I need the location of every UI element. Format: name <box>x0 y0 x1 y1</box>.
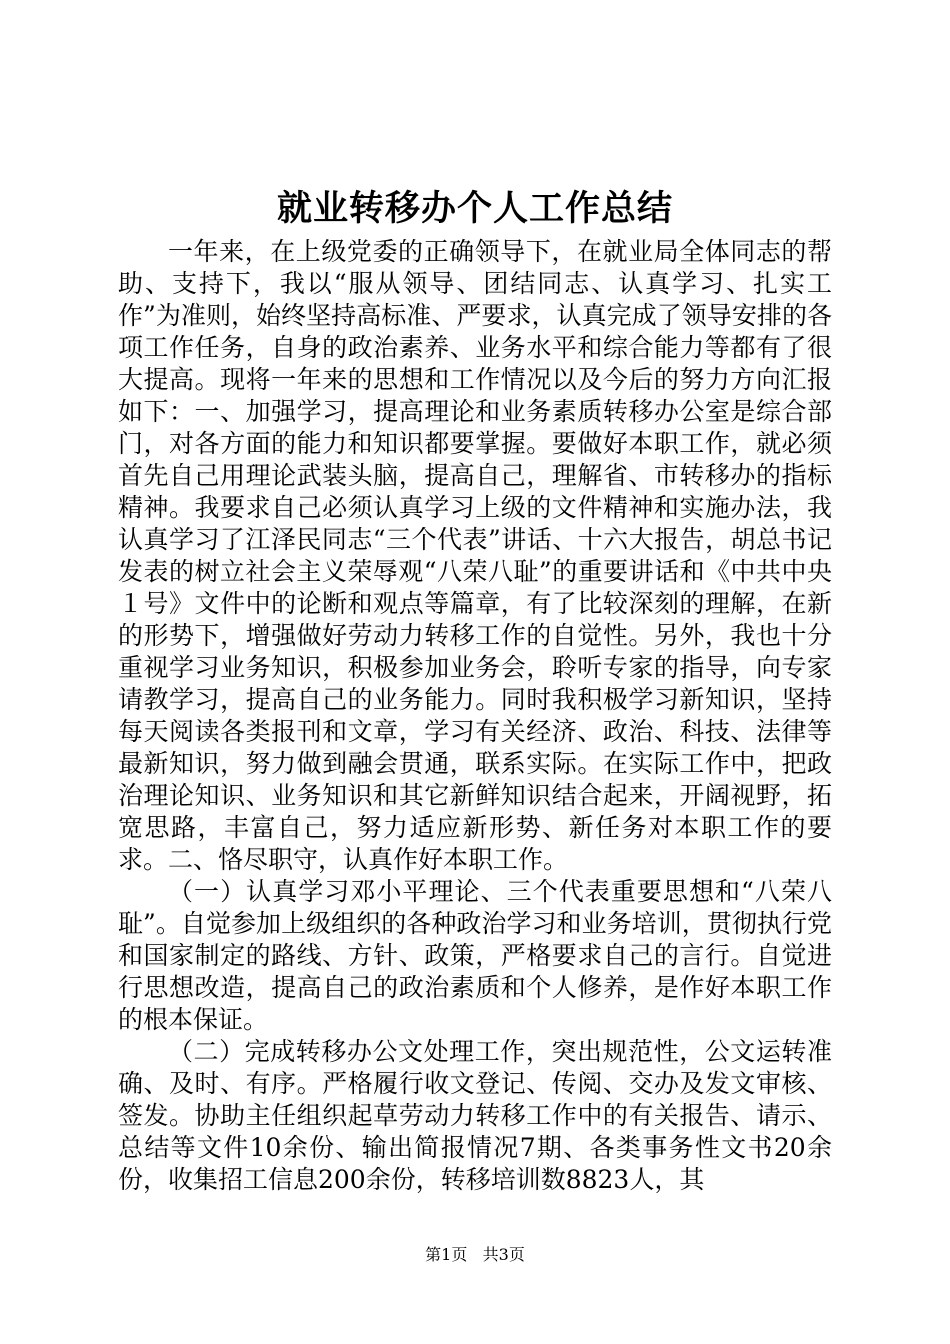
page-number: 第1页 <box>425 1245 468 1264</box>
page-footer <box>0 1244 950 1266</box>
page-total: 共3页 <box>482 1245 525 1264</box>
document-title: 就业转移办个人工作总结 <box>276 188 673 229</box>
paragraph-section-1: （一）认真学习邓小平理论、三个代表重要思想和“八荣八耻”。自觉参加上级组织的各种政治学习和业务培训，贯彻执行党和国家制定的路线、方针、政策，严格要求自己的言行。自觉进行思想改造，提高自己的政治素质和个人修养，是作好本职工作的根本保证。 <box>118 877 832 1034</box>
paragraph-section-2: （二）完成转移办公文处理工作，突出规范性，公文运转准确、及时、有序。严格履行收文登记、传阅、交办及发文审核、签发。协助主任组织起草劳动力转移工作中的有关报告、请示、总结等文件10余份、输出简报情况7期、各类事务性文书20余份，收集招工信息200余份，转移培训数8823人，其 <box>118 1037 832 1194</box>
paragraph-intro: 一年来，在上级党委的正确领导下，在就业局全体同志的帮助、支持下，我以“服从领导、团结同志、认真学习、扎实工作”为准则，始终坚持高标准、严要求，认真完成了领导安排的各项工作任务，自身的政治素养、业务水平和综合能力等都有了很大提高。现将一年来的思想和工作情况以及今后的努力方向汇报如下：一、加强学习，提高理论和业务素质转移办公室是综合部门，对各方面的能力和知识都要掌握。要做好本职工作，就必须首先自己用理论武装头脑，提高自己，理解省、市转移办的指标精神。我要求自己必须认真学习上级的文件精神和实施办法，我认真学习了江泽民同志“三个代表”讲话、十六大报告，胡总书记发表的树立社会主义荣辱观“八荣八耻”的重要讲话和《中共中央１号》文件中的论断和观点等篇章，有了比较深刻的理解，在新的形势下，增强做好劳动力转移工作的自觉性。另外，我也十分重视学习业务知识，积极参加业务会，聆听专家的指导，向专家请教学习，提高自己的业务能力。同时我积极学习新知识，坚持每天阅读各类报刊和文章，学习有关经济、政治、科技、法律等最新知识，努力做到融会贯通，联系实际。在实际工作中，把政治理论知识、业务知识和其它新鲜知识结合起来，开阔视野，拓宽思路，丰富自己，努力适应新形势、新任务对本职工作的要求。二、恪尽职守，认真作好本职工作。 <box>118 237 832 874</box>
document-body <box>118 236 832 1196</box>
